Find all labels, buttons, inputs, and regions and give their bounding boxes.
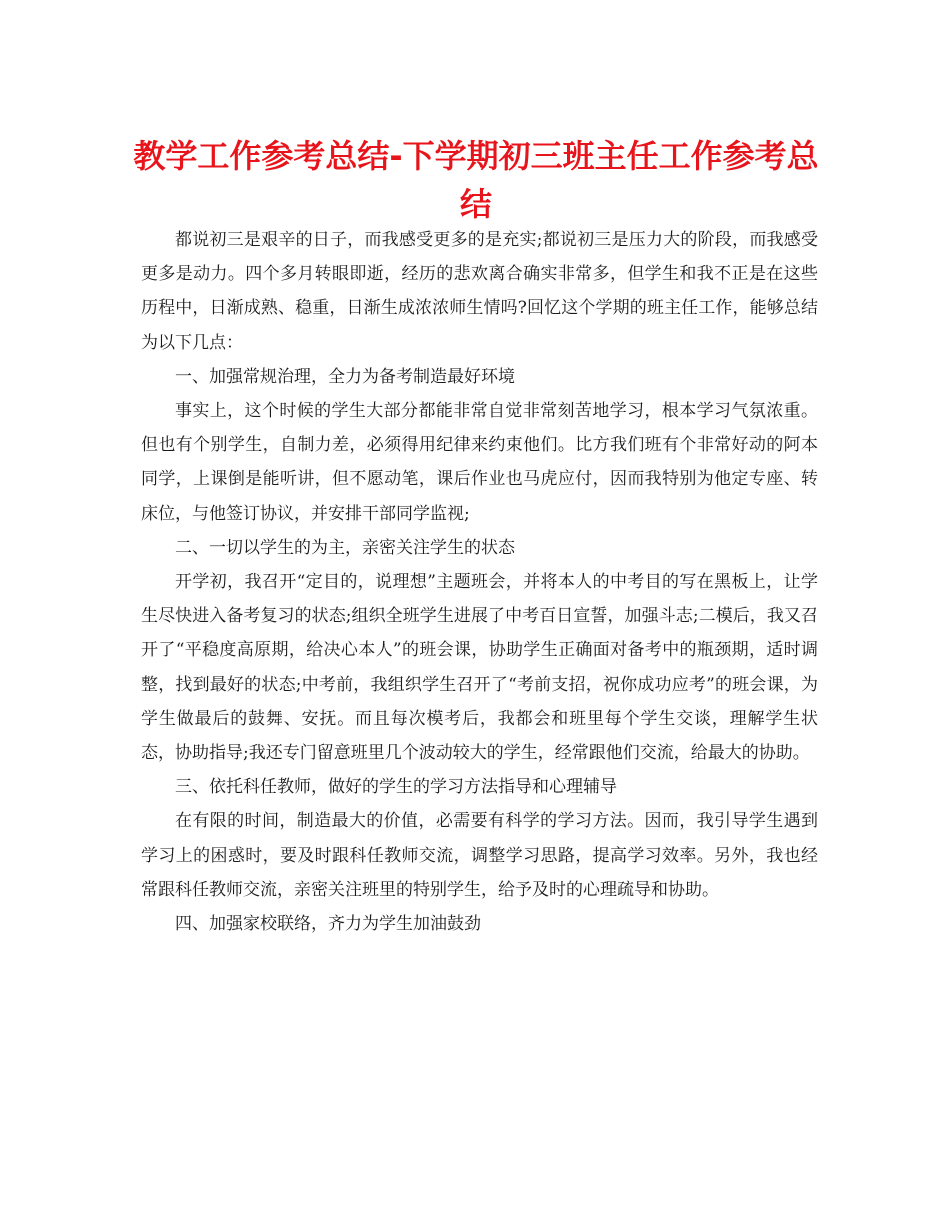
- paragraph-section-2: 开学初，我召开“定目的，说理想”主题班会，并将本人的中考目的写在黑板上，让学生尽快进入备考复习的状态;组织全班学生进展了中考百日宣誓，加强斗志;二模后，我又召开了“平稳度高原期，给决心本人”的班会课，协助学生正确面对备考中的瓶颈期，适时调整，找到最好的状态;中考前，我组织学生召开了“考前支招，祝你成功应考”的班会课，为学生做最后的鼓舞、安抚。而且每次模考后，我都会和班里每个学生交谈，理解学生状态，协助指导;我还专门留意班里几个波动较大的学生，经常跟他们交流，给最大的协助。: [141, 572, 818, 764]
- section-heading-2: 二、一切以学生的为主，亲密关注学生的状态: [175, 537, 515, 558]
- paragraph-section-3: 在有限的时间，制造最大的价值，必需要有科学的学习方法。因而，我引导学生遇到学习上的困惑时，要及时跟科任教师交流，调整学习思路，提高学习效率。另外，我也经常跟科任教师交流，亲密关注班里的特别学生，给予及时的心理疏导和协助。: [141, 811, 818, 900]
- document-body: [141, 223, 818, 941]
- section-heading-4: 四、加强家校联络，齐力为学生加油鼓劲: [175, 914, 481, 935]
- section-heading-3: 三、依托科任教师，做好的学生的学习方法指导和心理辅导: [175, 777, 617, 798]
- paragraph-section-1: 事实上，这个时候的学生大部分都能非常自觉非常刻苦地学习，根本学习气氛浓重。但也有个别学生，自制力差，必须得用纪律来约束他们。比方我们班有个非常好动的阿本同学，上课倒是能听讲，但不愿动笔，课后作业也马虎应付，因而我特别为他定专座、转床位，与他签订协议，并安排干部同学监视;: [141, 401, 818, 524]
- paragraph-intro: 都说初三是艰辛的日子，而我感受更多的是充实;都说初三是压力大的阶段，而我感受更多是动力。四个多月转眼即逝，经历的悲欢离合确实非常多，但学生和我不正是在这些历程中，日渐成熟、稳重，日渐生成浓浓师生情吗?回忆这个学期的班主任工作，能够总结为以下几点：: [141, 230, 818, 353]
- section-heading-1: 一、加强常规治理，全力为备考制造最好环境: [175, 366, 515, 387]
- document-title: 教学工作参考总结-下学期初三班主任工作参考总结: [133, 137, 819, 223]
